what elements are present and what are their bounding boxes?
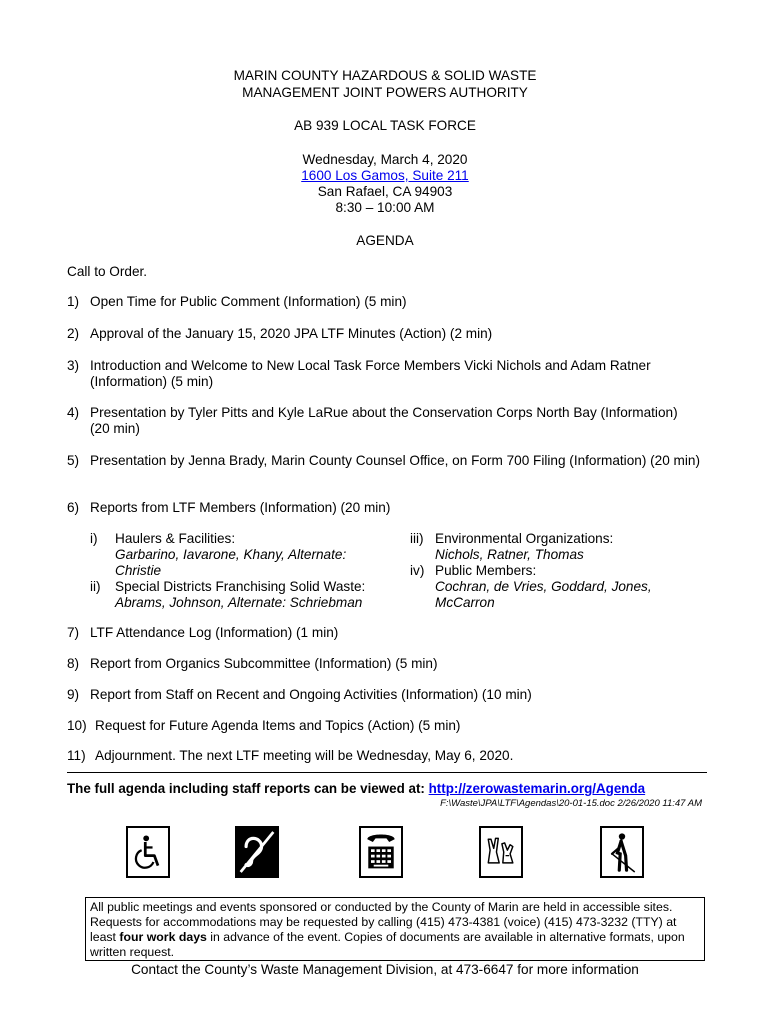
contact-line: Contact the County’s Waste Management Division, at 473-6647 for more information	[131, 962, 639, 977]
group-number: i)	[90, 531, 98, 546]
hearing-assist-icon	[235, 826, 279, 878]
meeting-date: Wednesday, March 4, 2020	[302, 152, 468, 167]
group-heading: Special Districts Franchising Solid Waste:	[115, 579, 366, 594]
city: San Rafael, CA 94903	[317, 184, 453, 199]
item-text: Report from Staff on Recent and Ongoing Activities (Information) (10 min)	[90, 687, 532, 702]
group-number: ii)	[90, 579, 101, 594]
org-line-2: MANAGEMENT JOINT POWERS AUTHORITY	[242, 85, 528, 100]
item-number: 2)	[67, 326, 80, 341]
agenda-url-link[interactable]: http://zerowastemarin.org/Agenda	[428, 781, 646, 796]
org-line-1: MARIN COUNTY HAZARDOUS & SOLID WASTE	[233, 68, 537, 83]
full-agenda-note	[67, 781, 645, 796]
item-text: Presentation by Tyler Pitts and Kyle LaRue about the Conservation Corps North Bay (Information) (20 min)	[90, 405, 678, 436]
item-text: Presentation by Jenna Brady, Marin County Counsel Office, on Form 700 Filing (Information) (20 min)	[90, 453, 700, 468]
accessibility-notice	[85, 897, 705, 961]
notice-text: All public meetings and events sponsored or conducted by the County of Marin are held in accessible sites. Requests for accommodations may be requested by calling (415) 473-4381 (voice) (415) 473-3232 (TTY) at least	[90, 900, 677, 944]
item-text: Open Time for Public Comment (Information) (5 min)	[90, 294, 407, 309]
meeting-time: 8:30 – 10:00 AM	[335, 200, 435, 215]
item-number: 1)	[67, 294, 80, 309]
call-to-order: Call to Order.	[67, 264, 148, 279]
sign-language-icon	[479, 826, 523, 878]
blind-cane-icon	[600, 826, 644, 878]
group-number: iii)	[410, 531, 424, 546]
group-members: Cochran, de Vries, Goddard, Jones,	[435, 579, 652, 594]
group-members: McCarron	[435, 595, 495, 610]
divider	[67, 772, 707, 773]
item-text: LTF Attendance Log (Information) (1 min)	[90, 625, 339, 640]
item-text: Report from Organics Subcommittee (Information) (5 min)	[90, 656, 438, 671]
item-number: 7)	[67, 625, 80, 640]
notice-text: in advance of the event. Copies of documents are available in alternative formats, upon written request.	[90, 930, 685, 959]
group-members: Abrams, Johnson, Alternate: Schriebman	[115, 595, 363, 610]
wheelchair-icon	[126, 826, 170, 878]
item-number: 9)	[67, 687, 80, 702]
address-link[interactable]: 1600 Los Gamos, Suite 211	[301, 168, 469, 183]
item-text: Approval of the January 15, 2020 JPA LTF Minutes (Action) (2 min)	[90, 326, 493, 341]
group-heading: Environmental Organizations:	[435, 531, 614, 546]
item-number: 10)	[67, 718, 87, 733]
item-number: 8)	[67, 656, 80, 671]
item-text: Request for Future Agenda Items and Topics (Action) (5 min)	[95, 718, 461, 733]
item-text: Introduction and Welcome to New Local Task Force Members Vicki Nichols and Adam Ratner (Information) (5 min)	[90, 358, 651, 389]
address-row	[0, 168, 770, 184]
item-text: Adjournment. The next LTF meeting will be Wednesday, May 6, 2020.	[95, 748, 514, 763]
item-number: 4)	[67, 405, 80, 420]
group-number: iv)	[410, 563, 425, 578]
full-agenda-text: The full agenda including staff reports can be viewed at:	[67, 781, 429, 796]
group-members: Christie	[115, 563, 162, 578]
committee-name: AB 939 LOCAL TASK FORCE	[294, 118, 476, 133]
group-members: Nichols, Ratner, Thomas	[435, 547, 584, 562]
item-number: 3)	[67, 358, 80, 373]
item-number: 6)	[67, 500, 80, 515]
group-heading: Public Members:	[435, 563, 537, 578]
group-members: Garbarino, Iavarone, Khany, Alternate:	[115, 547, 347, 562]
item-number: 5)	[67, 453, 80, 468]
item-number: 11)	[67, 748, 86, 763]
tty-phone-icon	[359, 826, 403, 878]
file-path: F:\Waste\JPA\LTF\Agendas\20-01-15.doc 2/26/2020 11:47 AM	[440, 798, 702, 809]
item-text: Reports from LTF Members (Information) (20 min)	[90, 500, 391, 515]
notice-bold-text: four work days	[119, 930, 207, 944]
group-heading: Haulers & Facilities:	[115, 531, 236, 546]
agenda-title: AGENDA	[356, 233, 414, 248]
